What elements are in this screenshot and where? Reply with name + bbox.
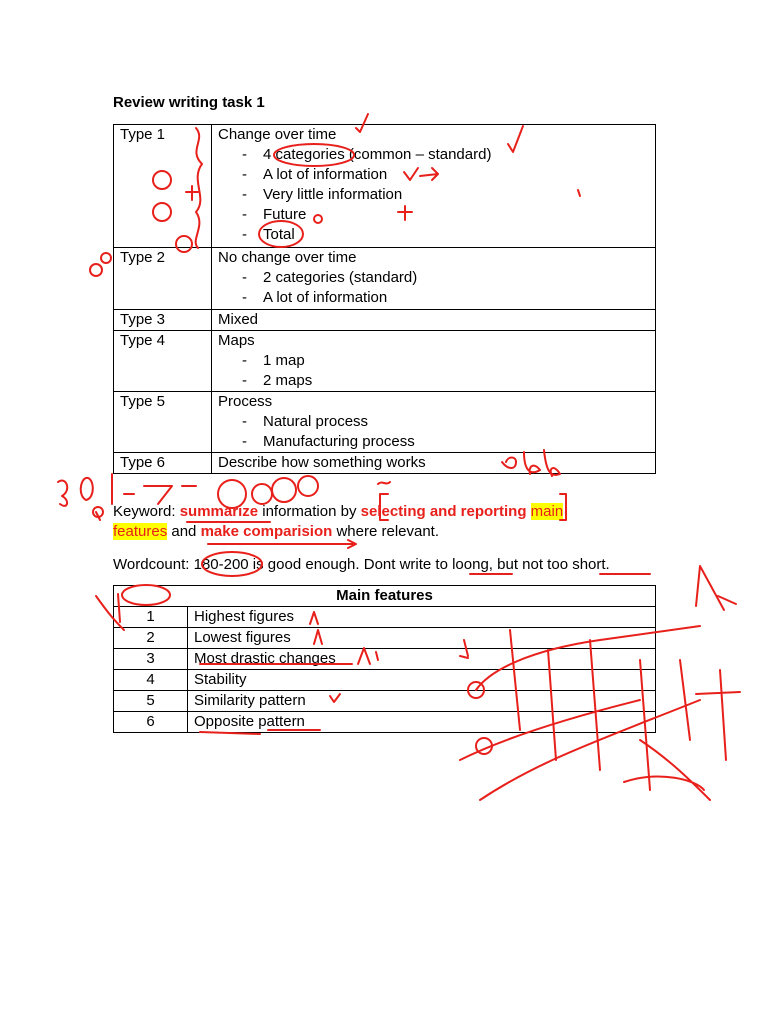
- type-items: [218, 268, 655, 308]
- circled-keyword-4: [298, 476, 318, 496]
- feature-number: 2: [114, 628, 188, 649]
- table-row: [114, 453, 656, 474]
- table-row: [114, 712, 656, 733]
- keyword-and: and: [167, 523, 201, 540]
- type-items: [218, 412, 655, 452]
- keyword-selecting: selecting and reporting: [360, 503, 527, 520]
- list-item: - 4 categories (common – standard): [242, 145, 655, 165]
- type-items: [218, 145, 655, 245]
- table-row: [114, 125, 656, 248]
- feature-text: Stability: [188, 670, 656, 691]
- type-label: Type 6: [114, 453, 212, 474]
- keyword-mid: information by: [258, 503, 361, 520]
- keyword-main-highlight: main: [530, 503, 564, 520]
- table-row: [114, 691, 656, 712]
- keyword-features-highlight: features: [113, 523, 168, 540]
- list-item: - A lot of information: [242, 288, 655, 308]
- type-items: [218, 351, 655, 391]
- keyword-paragraph: [113, 502, 658, 542]
- features-table: [113, 585, 656, 733]
- type-description: [212, 125, 656, 248]
- page-title: Review writing task 1: [113, 94, 265, 111]
- feature-number: 4: [114, 670, 188, 691]
- type-heading: Change over time: [218, 126, 337, 143]
- type-description: [212, 310, 656, 331]
- types-table: [113, 124, 656, 474]
- scribble-right-5: [624, 740, 710, 800]
- feature-number: 1: [114, 607, 188, 628]
- type-description: [212, 248, 656, 310]
- list-item: - Total: [242, 225, 655, 245]
- type-heading: No change over time: [218, 249, 357, 266]
- list-item: - Very little information: [242, 185, 655, 205]
- type-label: Type 5: [114, 392, 212, 453]
- circled-keyword-3: [272, 478, 296, 502]
- table-row: [114, 607, 656, 628]
- feature-text: Lowest figures: [188, 628, 656, 649]
- table-row: [114, 392, 656, 453]
- list-item: - 2 categories (standard): [242, 268, 655, 288]
- list-item: - 1 map: [242, 351, 655, 371]
- feature-number: 6: [114, 712, 188, 733]
- feature-number: 3: [114, 649, 188, 670]
- feature-text: Similarity pattern: [188, 691, 656, 712]
- type-heading: Describe how something works: [218, 454, 426, 471]
- circled-keyword-2: [252, 484, 272, 504]
- type-label: Type 2: [114, 248, 212, 310]
- list-item: - A lot of information: [242, 165, 655, 185]
- table-row: [114, 310, 656, 331]
- type-label: Type 3: [114, 310, 212, 331]
- table-header-row: [114, 586, 656, 607]
- feature-text: Most drastic changes: [188, 649, 656, 670]
- table-row: [114, 670, 656, 691]
- table-row: [114, 649, 656, 670]
- keyword-end: where relevant.: [332, 523, 440, 540]
- feature-text: Opposite pattern: [188, 712, 656, 733]
- feature-number: 5: [114, 691, 188, 712]
- keyword-label: Keyword:: [113, 503, 180, 520]
- circled-mark-5: [101, 253, 111, 263]
- type-label: Type 4: [114, 331, 212, 392]
- type-heading: Mixed: [218, 311, 259, 328]
- table-row: [114, 331, 656, 392]
- scribble-right-6: [696, 566, 736, 610]
- type-label: Type 1: [114, 125, 212, 248]
- type-description: [212, 392, 656, 453]
- wordcount-paragraph: Wordcount: 180-200 is good enough. Dont write to loong, but not too short.: [113, 556, 610, 573]
- list-item: - Future: [242, 205, 655, 225]
- features-header: Main features: [114, 586, 656, 607]
- list-item: - Natural process: [242, 412, 655, 432]
- type-heading: Process: [218, 393, 273, 410]
- circled-keyword-5: [93, 507, 103, 517]
- type-heading: Maps: [218, 332, 255, 349]
- table-row: [114, 248, 656, 310]
- circled-right-2: [476, 738, 492, 754]
- feature-text: Highest figures: [188, 607, 656, 628]
- type-description: [212, 331, 656, 392]
- list-item: - 2 maps: [242, 371, 655, 391]
- keyword-comparison: make comparision: [200, 523, 333, 540]
- type-description: [212, 453, 656, 474]
- scribble-right-4: [680, 660, 740, 760]
- list-item: - Manufacturing process: [242, 432, 655, 452]
- mark-tilde: [378, 482, 390, 484]
- keyword-summarize: summarize: [179, 503, 259, 520]
- circled-mark-4: [90, 264, 102, 276]
- table-row: [114, 628, 656, 649]
